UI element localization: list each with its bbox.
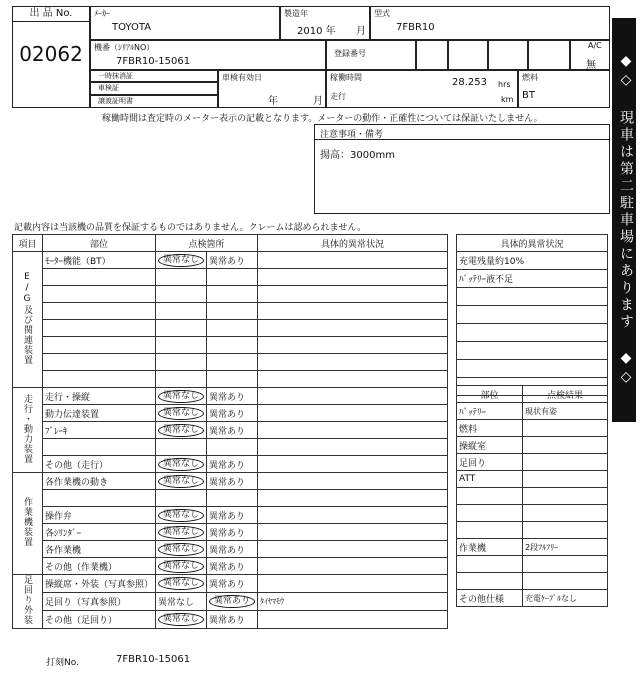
ok-option: 異常なし <box>158 560 204 573</box>
part-cell: 操縦席・外装（写真参照） <box>43 575 156 593</box>
table-row <box>13 558 448 575</box>
table-row <box>13 286 448 303</box>
remarks-text: 揚高：3000mm <box>320 150 395 161</box>
result-part: 作業機 <box>457 539 523 556</box>
note-cell <box>258 303 448 320</box>
part-cell: 各ｼﾘﾝﾀﾞｰ <box>43 524 156 541</box>
ichiji-label: 一時抹消証 <box>98 72 133 80</box>
part-cell: その他（作業機） <box>43 558 156 575</box>
toroku-box-1 <box>416 40 448 70</box>
section-label <box>13 252 43 388</box>
result-value: 現状有姿 <box>523 403 608 420</box>
note-cell <box>258 473 448 490</box>
result-part <box>457 573 523 590</box>
ng-option: 異常あり <box>209 426 246 437</box>
shaken-label: 車検証 <box>98 84 119 92</box>
shuppin-no-box <box>12 6 90 108</box>
list-item <box>457 270 608 288</box>
part-cell: ﾌﾞﾚｰｷ <box>43 422 156 439</box>
table-row <box>13 541 448 558</box>
table-row <box>457 403 608 420</box>
ng-cell <box>207 388 258 405</box>
right-ijo-line <box>457 342 608 360</box>
table-row <box>457 556 608 573</box>
note-cell <box>258 524 448 541</box>
ac-label: A/C <box>588 41 602 50</box>
result-value <box>523 556 608 573</box>
maker-label: ﾒｰｶｰ <box>94 9 110 18</box>
ng-cell <box>207 303 258 320</box>
ok-option: 異常なし <box>158 458 204 471</box>
ng-cell <box>207 286 258 303</box>
note-cell <box>258 252 448 269</box>
ok-option: 異常なし <box>158 475 204 488</box>
note-cell <box>258 269 448 286</box>
table-row <box>13 320 448 337</box>
col-tenken: 点検箇所 <box>156 235 258 252</box>
table-row <box>13 593 448 611</box>
table-row <box>457 488 608 505</box>
shaken-tsuki: 月 <box>313 96 323 107</box>
part-cell: 走行・操縦 <box>43 388 156 405</box>
seizo-year: 2010 年 <box>297 26 336 37</box>
part-cell <box>43 439 156 456</box>
table-row <box>13 422 448 439</box>
table-row <box>13 337 448 354</box>
ng-cell <box>207 593 258 611</box>
result-value: 2段ﾌﾙﾌﾘｰ <box>523 539 608 556</box>
list-item <box>457 288 608 306</box>
ac-value: 無 <box>586 60 596 71</box>
ok-option: 異常なし <box>158 390 204 403</box>
part-cell <box>43 320 156 337</box>
ng-cell <box>207 320 258 337</box>
shuppin-no-label: 出 品 No. <box>29 8 73 19</box>
ok-cell <box>156 252 207 269</box>
table-row <box>13 575 448 593</box>
note-cell <box>258 286 448 303</box>
table-row <box>13 611 448 629</box>
table-row <box>13 388 448 405</box>
ok-cell <box>156 303 207 320</box>
ng-cell <box>207 456 258 473</box>
shuppin-no-value: 02062 <box>19 42 83 66</box>
ok-cell <box>156 456 207 473</box>
part-cell <box>43 337 156 354</box>
ok-cell <box>156 575 207 593</box>
note-cell <box>258 507 448 524</box>
result-part: その他仕様 <box>457 590 523 607</box>
col-ijo: 具体的異常状況 <box>258 235 448 252</box>
table-row <box>13 473 448 490</box>
result-part: 足回り <box>457 454 523 471</box>
right-ijo-line: 充電残量約10% <box>457 252 608 270</box>
right-ijo-line <box>457 324 608 342</box>
ok-cell <box>156 439 207 456</box>
table-row <box>457 437 608 454</box>
inspection-table-header <box>13 235 448 252</box>
footer-label: 打刻No. <box>46 658 79 668</box>
toroku-box-4 <box>528 40 570 70</box>
ok-cell <box>156 473 207 490</box>
table-row <box>13 507 448 524</box>
ng-option: 異常あり <box>209 511 246 522</box>
kiban-label: 機番（ｼﾘｱﾙNO） <box>94 43 155 52</box>
result-part: 操縦室 <box>457 437 523 454</box>
ng-cell <box>207 422 258 439</box>
blank-cell <box>43 371 156 388</box>
ng-option: 異常あり <box>209 545 246 556</box>
ok-option: 異常なし <box>158 407 204 420</box>
shaken-yuko-label: 車検有効日 <box>222 73 262 82</box>
ng-cell <box>207 354 258 371</box>
result-part: 燃料 <box>457 420 523 437</box>
col-koumoku: 項目 <box>13 235 43 252</box>
ok-option: 異常なし <box>158 543 204 556</box>
table-row <box>457 539 608 556</box>
blank-cell <box>207 371 258 388</box>
ok-cell <box>156 611 207 629</box>
section-label-text: 足回り外装 <box>22 575 32 625</box>
list-item <box>457 306 608 324</box>
ok-cell <box>156 490 207 507</box>
table-row <box>457 454 608 471</box>
result-value: 充電ｹｰﾌﾞﾙなし <box>523 590 608 607</box>
part-cell: 各作業機の動き <box>43 473 156 490</box>
ok-cell <box>156 593 207 611</box>
part-cell <box>43 269 156 286</box>
ng-cell <box>207 507 258 524</box>
part-cell: ﾓｰﾀｰ機能（BT） <box>43 252 156 269</box>
col-bui: 部位 <box>43 235 156 252</box>
table-row <box>13 303 448 320</box>
right-ijo-table <box>456 234 608 396</box>
ok-option: 異常なし <box>158 613 204 626</box>
part-cell <box>43 490 156 507</box>
table-row <box>13 456 448 473</box>
notice-quality: 記載内容は当該機の品質を保証するものではありません。クレームは認められません。 <box>14 223 367 233</box>
result-value <box>523 471 608 488</box>
ng-cell <box>207 405 258 422</box>
table-row <box>457 573 608 590</box>
table-row <box>13 354 448 371</box>
ok-option: 異常なし <box>158 509 204 522</box>
kado-label: 稼働時間 <box>330 73 362 82</box>
nenryo-value: BT <box>522 90 535 101</box>
kado-value: 28.253 <box>452 77 487 88</box>
ok-cell <box>156 388 207 405</box>
result-value <box>523 522 608 539</box>
katashiki-value: 7FBR10 <box>396 22 435 33</box>
remarks-label: 注意事項・備考 <box>320 130 384 140</box>
kiban-value: 7FBR10-15061 <box>116 56 191 67</box>
ok-cell <box>156 541 207 558</box>
list-item <box>457 360 608 378</box>
part-cell <box>43 286 156 303</box>
ng-cell <box>207 490 258 507</box>
part-cell <box>43 303 156 320</box>
note-cell <box>258 575 448 593</box>
section-label <box>13 388 43 473</box>
table-row <box>457 522 608 539</box>
table-row <box>13 252 448 269</box>
blank-cell <box>156 371 207 388</box>
ng-option: 異常あり <box>209 595 255 608</box>
result-value <box>523 573 608 590</box>
ng-cell <box>207 439 258 456</box>
table-row <box>13 490 448 507</box>
ng-option: 異常あり <box>209 616 246 626</box>
result-value <box>523 488 608 505</box>
footer-value: 7FBR10-15061 <box>116 654 191 665</box>
right-ijo-line <box>457 288 608 306</box>
part-cell: その他（足回り） <box>43 611 156 629</box>
note-cell <box>258 422 448 439</box>
note-cell <box>258 490 448 507</box>
ok-cell <box>156 405 207 422</box>
ok-cell <box>156 354 207 371</box>
result-part <box>457 522 523 539</box>
ng-cell <box>207 541 258 558</box>
ok-cell <box>156 422 207 439</box>
section-label <box>13 575 43 629</box>
ok-cell <box>156 558 207 575</box>
ok-option: 異常なし <box>158 577 204 590</box>
table-row <box>13 524 448 541</box>
ng-cell <box>207 558 258 575</box>
sokou-label: 走行 <box>330 92 346 101</box>
part-cell: 各作業機 <box>43 541 156 558</box>
nenryo-label: 燃料 <box>522 73 538 82</box>
ng-option: 異常あり <box>209 477 246 488</box>
list-item <box>457 342 608 360</box>
result-part <box>457 556 523 573</box>
katashiki-label: 型式 <box>374 9 390 18</box>
ng-option: 異常あり <box>209 580 246 590</box>
notice-hours: 稼働時間は査定時のメーター表示の記載となります。メーターの動作・正確性については保証いたしません。 <box>102 114 543 124</box>
note-cell <box>258 388 448 405</box>
table-row <box>13 269 448 286</box>
result-value <box>523 420 608 437</box>
table-row <box>457 471 608 488</box>
result-value <box>523 454 608 471</box>
ng-cell <box>207 575 258 593</box>
note-cell <box>258 320 448 337</box>
ok-option: 異常なし <box>158 254 204 267</box>
note-cell <box>258 558 448 575</box>
ok-cell <box>156 320 207 337</box>
table-row <box>457 420 608 437</box>
ng-cell <box>207 337 258 354</box>
section-label <box>13 473 43 575</box>
note-cell <box>258 405 448 422</box>
right-ijo-line <box>457 360 608 378</box>
right-result-table <box>456 385 608 607</box>
ok-cell <box>156 524 207 541</box>
seizo-label: 製造年 <box>284 9 308 18</box>
ng-cell <box>207 269 258 286</box>
section-label-text: 作業機装置 <box>22 497 32 547</box>
ng-cell <box>207 611 258 629</box>
table-row <box>457 590 608 607</box>
jiko-label: 譲渡証明書 <box>98 97 133 105</box>
section-label-text: 走行・動力装置 <box>22 393 32 464</box>
ng-option: 異常あり <box>209 528 246 539</box>
section-label-text: E/G及び関連装置 <box>22 271 32 365</box>
result-part: ATT <box>457 471 523 488</box>
shaken-nen: 年 <box>268 96 278 107</box>
ok-cell <box>156 269 207 286</box>
note-cell <box>258 541 448 558</box>
right-ijo-line: ﾊﾞｯﾃﾘｰ液不足 <box>457 270 608 288</box>
ok-option: 異常なし <box>158 526 204 539</box>
result-part: ﾊﾞｯﾃﾘｰ <box>457 403 523 420</box>
ng-option: 異常あり <box>209 409 246 420</box>
result-value <box>523 437 608 454</box>
toroku-box-2 <box>448 40 488 70</box>
result-value <box>523 505 608 522</box>
note-cell <box>258 611 448 629</box>
result-part <box>457 505 523 522</box>
right-result-header: 部位 <box>457 386 523 403</box>
ng-cell <box>207 524 258 541</box>
ng-option: 異常あり <box>209 256 246 267</box>
note-cell: ﾀｲﾔﾏﾓｳ <box>258 593 448 611</box>
ng-option: 異常あり <box>209 562 246 573</box>
part-cell <box>43 354 156 371</box>
note-cell <box>258 456 448 473</box>
table-row <box>457 505 608 522</box>
part-cell: 動力伝達装置 <box>43 405 156 422</box>
part-cell: その他（走行） <box>43 456 156 473</box>
toroku-label: 登録番号 <box>334 49 366 58</box>
list-item <box>457 324 608 342</box>
ng-option: 異常あり <box>209 392 246 403</box>
part-cell: 足回り（写真参照） <box>43 593 156 611</box>
right-ijo-line <box>457 306 608 324</box>
result-part <box>457 488 523 505</box>
seizo-month: 月 <box>356 26 366 37</box>
note-cell <box>258 354 448 371</box>
ok-option: 異常なし <box>158 424 204 437</box>
maker-value: TOYOTA <box>112 22 152 33</box>
table-row <box>13 439 448 456</box>
note-cell <box>258 337 448 354</box>
km-label: km <box>501 95 514 104</box>
table-row <box>13 371 448 388</box>
list-item <box>457 252 608 270</box>
right-ijo-header: 具体的異常状況 <box>457 235 608 252</box>
table-row <box>13 405 448 422</box>
ok-cell <box>156 507 207 524</box>
ng-cell <box>207 473 258 490</box>
inspection-table <box>12 234 448 629</box>
ok-option: 異常なし <box>158 598 195 608</box>
ng-option: 異常あり <box>209 460 246 471</box>
part-cell: 操作弁 <box>43 507 156 524</box>
hrs-label: hrs <box>498 80 511 89</box>
right-result-header: 点検結果 <box>523 386 608 403</box>
ng-cell <box>207 252 258 269</box>
toroku-box-3 <box>488 40 528 70</box>
ok-cell <box>156 337 207 354</box>
note-cell <box>258 439 448 456</box>
side-banner: ◆◇ 現車は第二駐車場にあります ◆◇ <box>612 18 636 422</box>
blank-cell <box>258 371 448 388</box>
ok-cell <box>156 286 207 303</box>
